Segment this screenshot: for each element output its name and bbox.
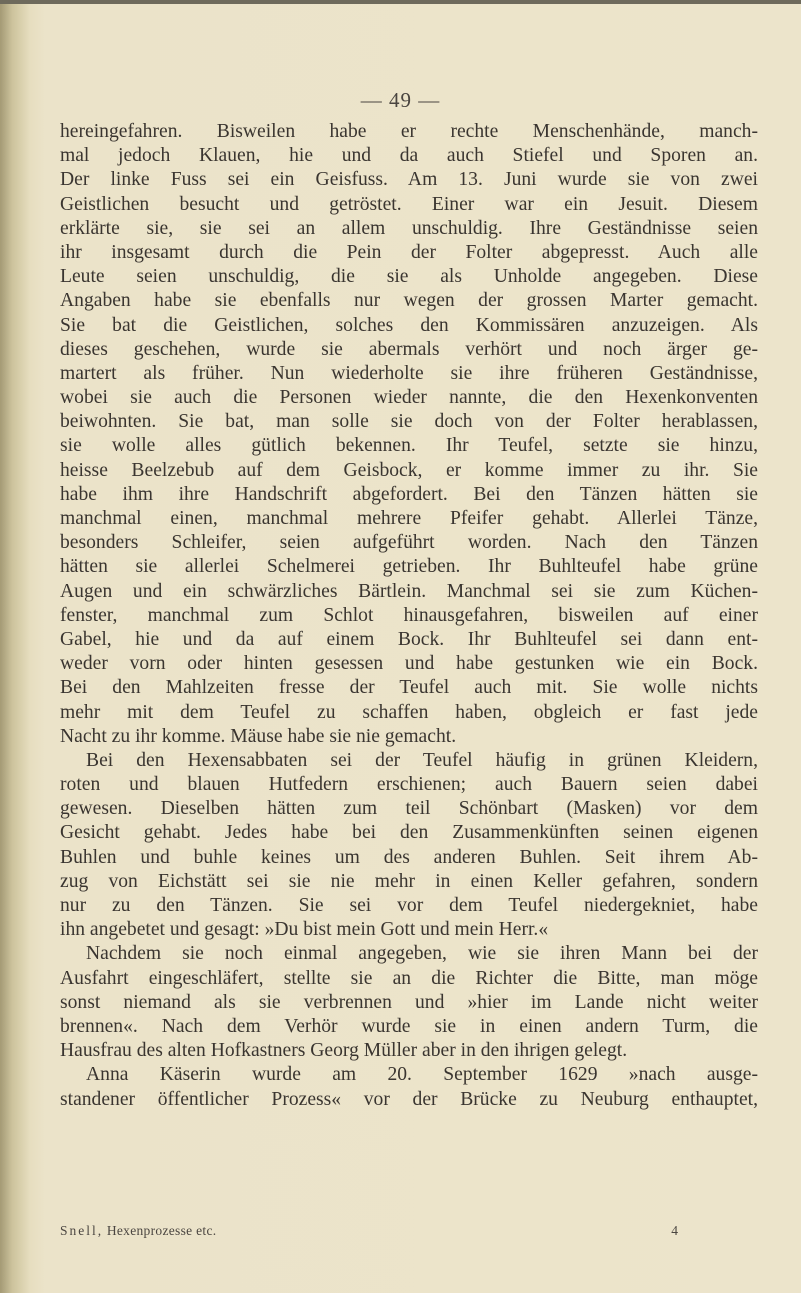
text-line: besonders Schleifer, seien aufgeführt worden. Nach den Tänzen — [60, 532, 758, 554]
text-line: mal jedoch Klauen, hie und da auch Stiefel und Sporen an. — [60, 145, 758, 167]
text-line: Angaben habe sie ebenfalls nur wegen der grossen Marter gemacht. — [60, 290, 758, 312]
text-line: zug von Eichstätt sei sie nie mehr in einen Keller gefahren, sondern — [60, 870, 758, 892]
page-footer — [60, 1223, 758, 1243]
text-line: erklärte sie, sie sei an allem unschuldig. Ihre Geständnisse seien — [60, 217, 758, 239]
text-line: Augen und ein schwärzliches Bärtlein. Manchmal sei sie zum Küchen- — [60, 580, 758, 602]
text-line: heisse Beelzebub auf dem Geisbock, er komme immer zu ihr. Sie — [60, 459, 758, 481]
text-line: standener öffentlicher Prozess« vor der Brücke zu Neuburg enthauptet, — [60, 1088, 758, 1110]
text-line: hereingefahren. Bisweilen habe er rechte Menschenhände, manch- — [60, 121, 758, 142]
body-text — [60, 120, 758, 1112]
text-line: Gabel, hie und da auf einem Bock. Ihr Buhlteufel sei dann ent- — [60, 628, 758, 650]
text-line: Sie bat die Geistlichen, solches den Kommissären anzuzeigen. Als — [60, 314, 758, 336]
text-line: Ausfahrt eingeschläfert, stellte sie an die Richter die Bitte, man möge — [60, 967, 758, 989]
text-line: beiwohnten. Sie bat, man solle sie doch von der Folter herablassen, — [60, 411, 758, 433]
text-line: Bei den Hexensabbaten sei der Teufel häufig in grünen Kleidern, — [86, 749, 758, 771]
text-line: Hausfrau des alten Hofkastners Georg Müller aber in den ihrigen gelegt. — [60, 1040, 628, 1062]
text-line: Gesicht gehabt. Jedes habe bei den Zusammenkünften seinen eigenen — [60, 822, 758, 844]
text-line: fenster, manchmal zum Schlot hinausgefahren, bisweilen auf einer — [60, 604, 758, 626]
text-line: ihr insgesamt durch die Pein der Folter abgepresst. Auch alle — [60, 241, 758, 263]
text-line: Nachdem sie noch einmal angegeben, wie sie ihren Mann bei der — [86, 943, 758, 965]
text-line: roten und blauen Hutfedern erschienen; auch Bauern seien dabei — [60, 774, 758, 796]
text-line: habe ihm ihre Handschrift abgefordert. Bei den Tänzen hätten sie — [60, 483, 758, 505]
text-line: sie wolle alles gütlich bekennen. Ihr Teufel, setzte sie hinzu, — [60, 435, 758, 457]
text-line: Der linke Fuss sei ein Geisfuss. Am 13. Juni wurde sie von zwei — [60, 169, 758, 191]
text-line: dieses geschehen, wurde sie abermals verhört und noch ärger ge- — [60, 338, 758, 360]
footer-title: Hexenprozesse etc. — [106, 1223, 217, 1238]
top-edge-rule — [0, 0, 801, 4]
text-line: Bei den Mahlzeiten fresse der Teufel auch mit. Sie wolle nichts — [60, 677, 758, 699]
text-line: Buhlen und buhle keines um des anderen Buhlen. Seit ihrem Ab- — [60, 846, 758, 868]
text-line: mehr mit dem Teufel zu schaffen haben, obgleich er fast jede — [60, 701, 758, 723]
text-line: manchmal einen, manchmal mehrere Pfeifer gehabt. Allerlei Tänze, — [60, 508, 758, 529]
text-line: hätten sie allerlei Schelmerei getrieben. Ihr Buhlteufel habe grüne — [60, 556, 758, 578]
text-line: weder vorn oder hinten gesessen und habe gestunken wie ein Bock. — [60, 653, 758, 675]
text-line: Leute seien unschuldig, die sie als Unholde angegeben. Diese — [60, 266, 758, 288]
footer-author: Snell, — [60, 1223, 104, 1238]
text-line: sonst niemand als sie verbrennen und »hier im Lande nicht weiter — [60, 991, 758, 1013]
binding-shadow — [0, 0, 30, 1293]
text-line: brennen«. Nach dem Verhör wurde sie in einen andern Turm, die — [60, 1015, 758, 1037]
text-line: wobei sie auch die Personen wieder nannte, die den Hexenkonventen — [60, 387, 758, 409]
page-number: — 49 — — [360, 88, 441, 112]
text-line: nur zu den Tänzen. Sie sei vor dem Teufel niedergekniet, habe — [60, 895, 758, 916]
text-line: Nacht zu ihr komme. Mäuse habe sie nie gemacht. — [60, 725, 457, 747]
text-line: Geistlichen besucht und getröstet. Einer war ein Jesuit. Diesem — [60, 193, 758, 215]
text-line: ihn angebetet und gesagt: »Du bist mein Gott und mein Herr.« — [60, 919, 549, 941]
text-line: martert als früher. Nun wiederholte sie ihre früheren Geständnisse, — [60, 362, 758, 384]
text-line: Anna Käserin wurde am 20. September 1629 »nach ausge- — [86, 1064, 758, 1086]
footer-sheet-number: 4 — [671, 1223, 678, 1238]
footer-signature — [60, 1223, 216, 1239]
text-line: gewesen. Dieselben hätten zum teil Schönbart (Masken) vor dem — [60, 798, 758, 820]
